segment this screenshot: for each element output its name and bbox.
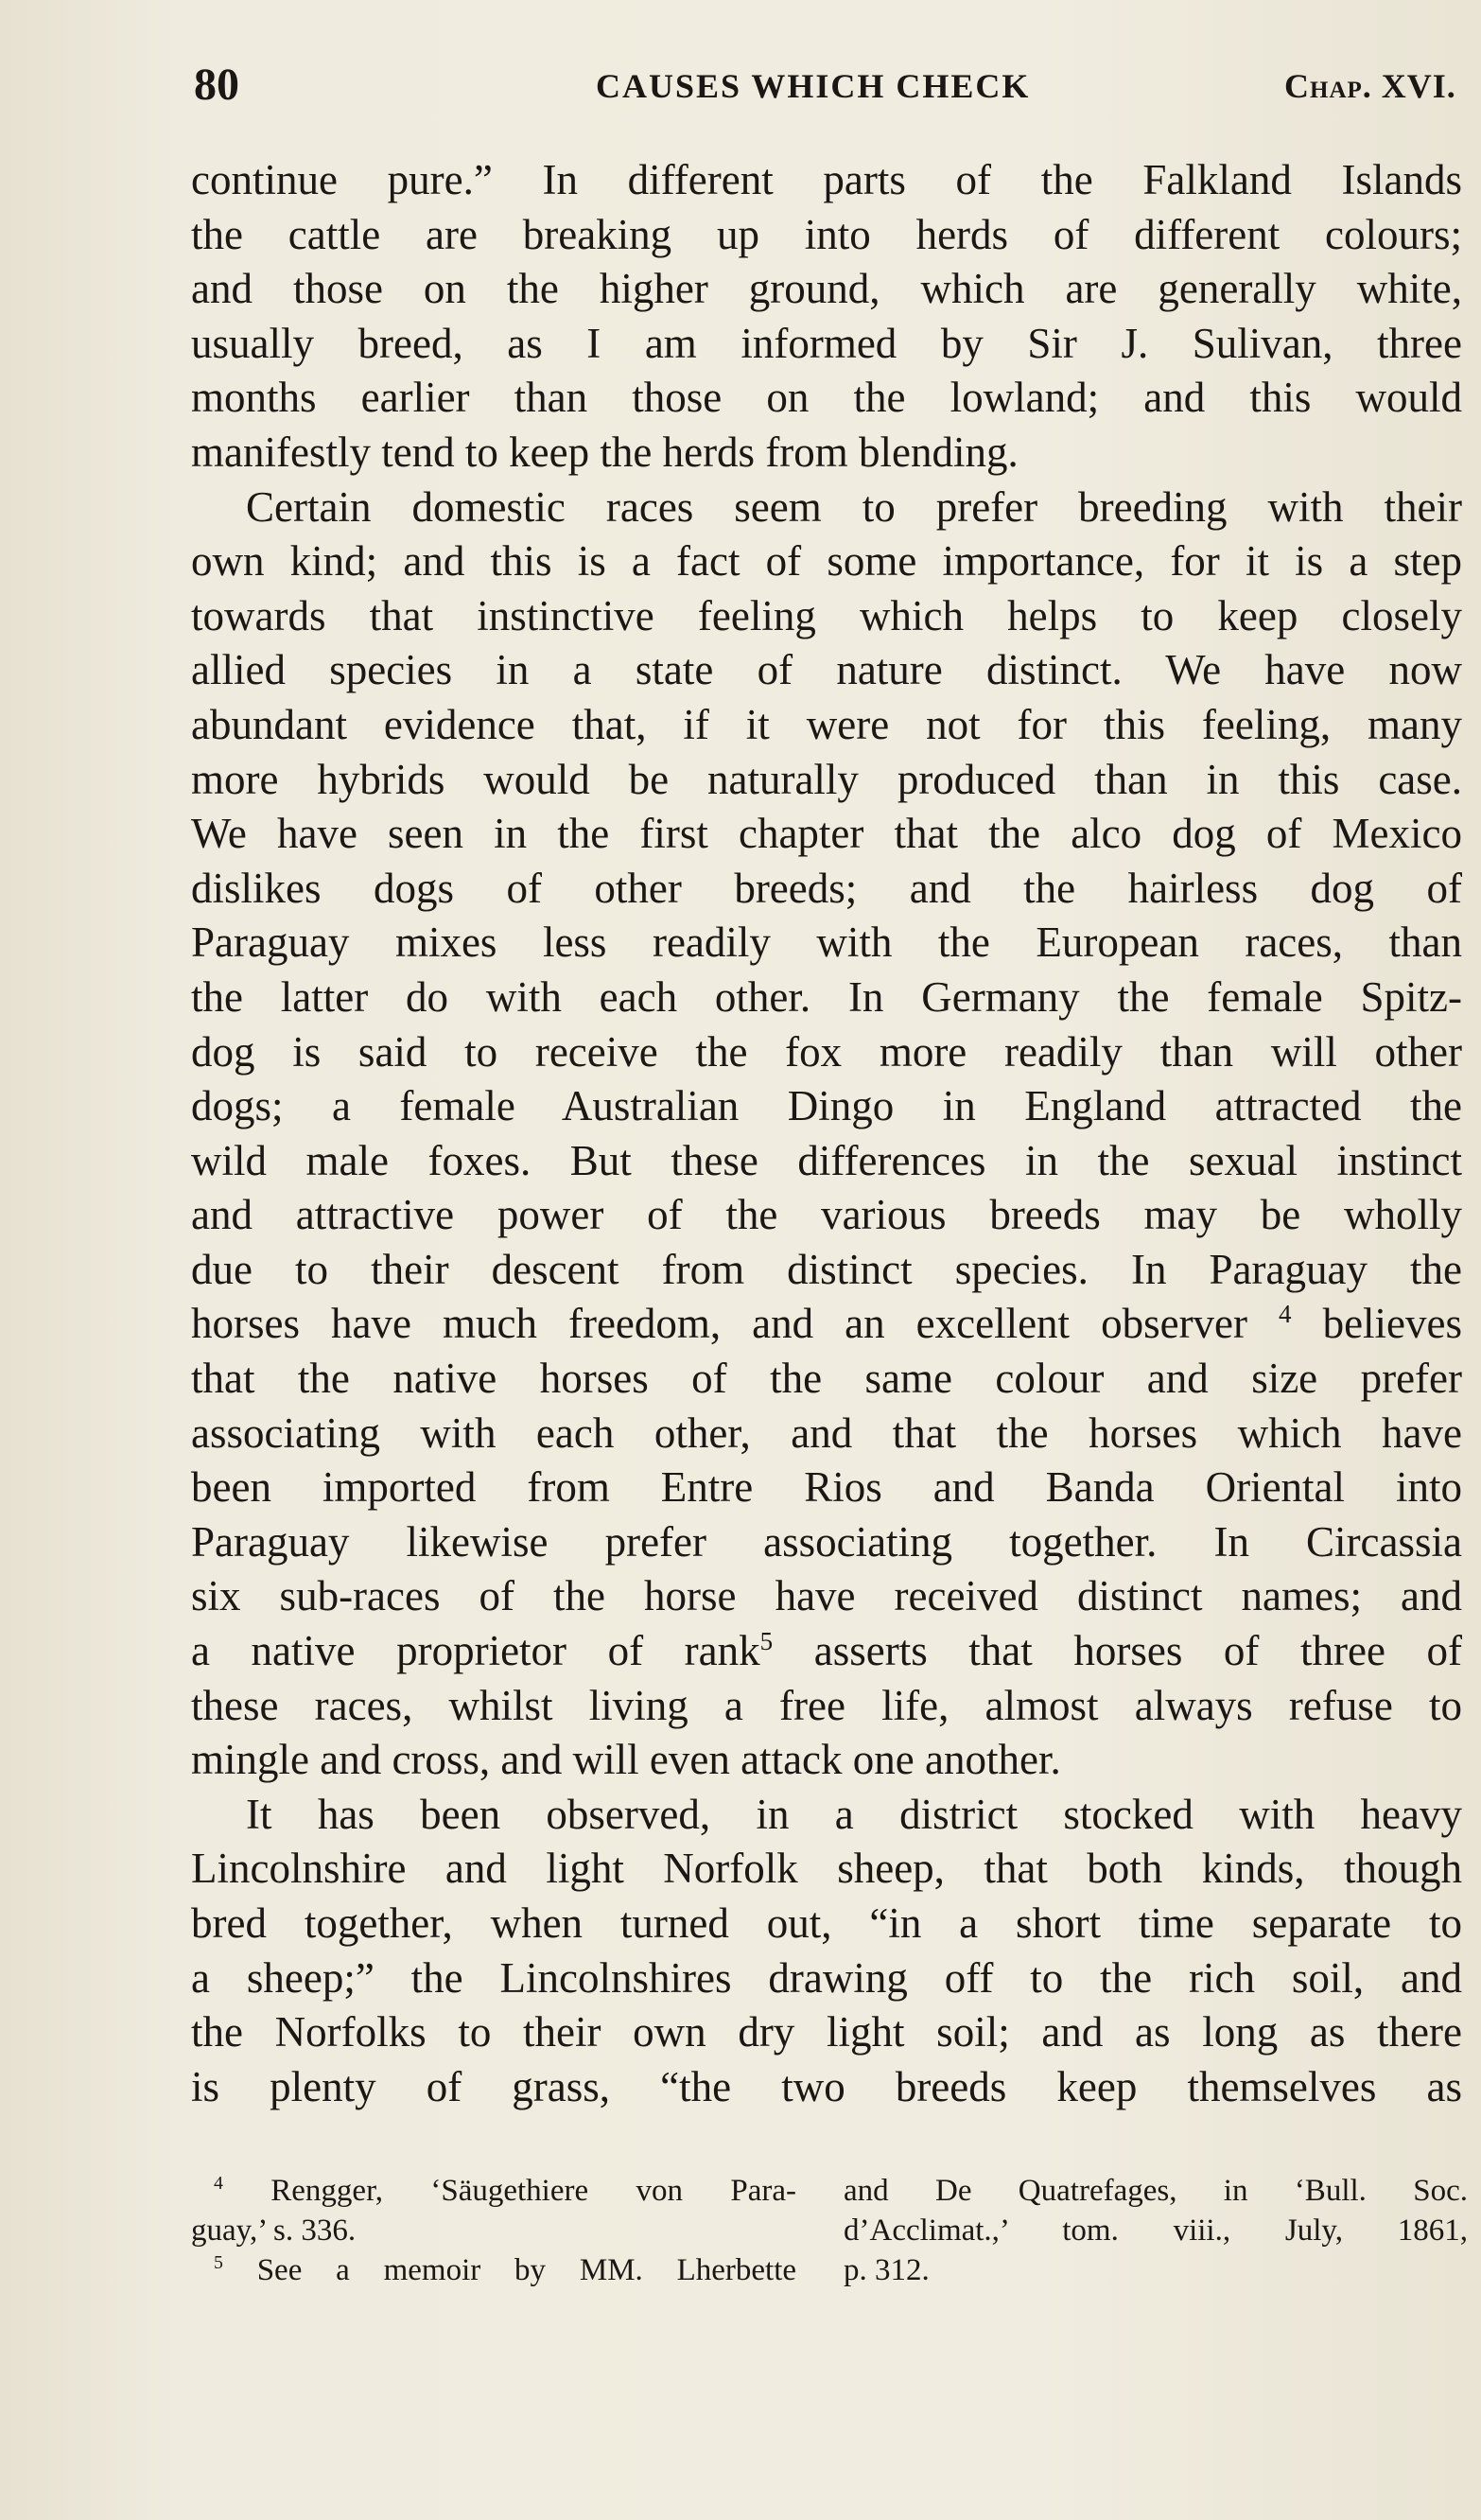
footnote-line bbox=[191, 2171, 796, 2211]
text-line: allied species in a state of nature distinct. We have now bbox=[191, 646, 1462, 694]
text-line: We have seen in the first chapter that the alco dog of Mexico bbox=[191, 810, 1462, 858]
chapter-label: Chap. XVI. bbox=[1284, 67, 1456, 105]
text-line: that the native horses of the same colour and size prefer bbox=[191, 1355, 1462, 1403]
text-line: manifestly tend to keep the herds from blending. bbox=[191, 428, 1019, 476]
text-line: Lincolnshire and light Norfolk sheep, that both kinds, though bbox=[191, 1845, 1462, 1893]
footnote-mark: 4 bbox=[214, 2173, 223, 2195]
line-text: a native proprietor of rank bbox=[191, 1627, 760, 1675]
text-line: mingle and cross, and will even attack one another. bbox=[191, 1736, 1061, 1784]
page-number: 80 bbox=[194, 60, 239, 110]
footnote-text: Rengger, ‘Säugethiere von Para- bbox=[270, 2174, 796, 2208]
page-header bbox=[0, 59, 1481, 115]
text-line: the Norfolks to their own dry light soil; and as long as there bbox=[191, 2008, 1462, 2056]
text-line: dislikes dogs of other breeds; and the hairless dog of bbox=[191, 864, 1462, 912]
text-line bbox=[191, 1624, 1462, 1679]
text-line: continue pure.” In different parts of the Falkland Islands bbox=[191, 156, 1462, 203]
text-line: is plenty of grass, “the two breeds keep themselves as bbox=[191, 2062, 1462, 2110]
text-line: towards that instinctive feeling which helps to keep closely bbox=[191, 591, 1462, 639]
text-line: and those on the higher ground, which are generally white, bbox=[191, 265, 1462, 313]
text-line: the latter do with each other. In Germany the female Spitz- bbox=[191, 972, 1462, 1021]
text-line: It has been observed, in a district stocked with heavy bbox=[246, 1790, 1462, 1838]
text-line: the cattle are breaking up into herds of different colours; bbox=[191, 210, 1462, 258]
text-line: Certain domestic races seem to prefer breeding with their bbox=[246, 482, 1462, 531]
text-line: dog is said to receive the fox more readily than will other bbox=[191, 1027, 1462, 1076]
line-text: believes bbox=[1322, 1300, 1463, 1348]
footnote-line: p. 312. bbox=[844, 2253, 930, 2287]
footnote-line bbox=[191, 2250, 796, 2290]
footnote-text: See a memoir by MM. Lherbette bbox=[256, 2253, 797, 2287]
text-line: bred together, when turned out, “in a short time separate to bbox=[191, 1899, 1462, 1947]
footnote-ref-5: 5 bbox=[759, 1626, 774, 1655]
line-text: asserts that horses of three of bbox=[813, 1627, 1462, 1675]
text-line: Paraguay mixes less readily with the European races, than bbox=[191, 919, 1462, 967]
text-line: these races, whilst living a free life, almost always refuse to bbox=[191, 1681, 1462, 1729]
footnote-line: and De Quatrefages, in ‘Bull. Soc. bbox=[844, 2174, 1468, 2208]
text-line: due to their descent from distinct species. In Paraguay the bbox=[191, 1245, 1462, 1293]
footnote-line: d’Acclimat.,’ tom. viii., July, 1861, bbox=[844, 2214, 1468, 2248]
text-line: wild male foxes. But these differences in the sexual instinct bbox=[191, 1136, 1462, 1184]
running-title: CAUSES WHICH CHECK bbox=[596, 67, 1031, 105]
text-line: months earlier than those on the lowland; and this would bbox=[191, 374, 1462, 422]
text-line: own kind; and this is a fact of some importance, for it is a step bbox=[191, 537, 1462, 586]
text-line bbox=[191, 1297, 1462, 1352]
text-line: usually breed, as I am informed by Sir J. Sulivan, three bbox=[191, 319, 1462, 367]
text-line: abundant evidence that, if it were not for this feeling, many bbox=[191, 700, 1462, 748]
footnote-mark: 5 bbox=[214, 2252, 223, 2274]
text-line: been imported from Entre Rios and Banda Oriental into bbox=[191, 1463, 1462, 1512]
footnote-ref-4: 4 bbox=[1279, 1300, 1292, 1329]
footnotes-left-column bbox=[191, 2171, 796, 2290]
text-line: six sub-races of the horse have received distinct names; and bbox=[191, 1572, 1462, 1620]
line-text: horses have much freedom, and an excellent observer bbox=[191, 1300, 1248, 1348]
text-line: more hybrids would be naturally produced than in this case. bbox=[191, 755, 1462, 803]
text-line: a sheep;” the Lincolnshires drawing off to the rich soil, and bbox=[191, 1953, 1462, 2002]
footnote-line: guay,’ s. 336. bbox=[191, 2214, 357, 2248]
text-line: and attractive power of the various breeds may be wholly bbox=[191, 1191, 1462, 1239]
body-text bbox=[191, 153, 1462, 2114]
text-line: associating with each other, and that the horses which have bbox=[191, 1409, 1462, 1457]
text-line: Paraguay likewise prefer associating together. In Circassia bbox=[191, 1517, 1462, 1566]
text-line: dogs; a female Australian Dingo in England attracted the bbox=[191, 1082, 1462, 1130]
footnotes-right-column bbox=[844, 2171, 1468, 2290]
